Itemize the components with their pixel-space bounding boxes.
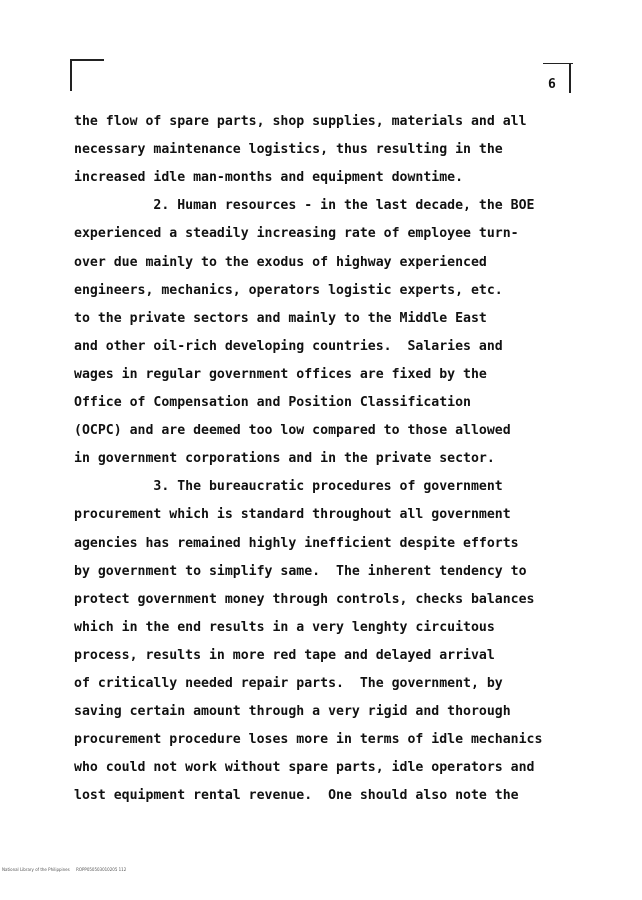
scan-footer: National Library of the Philippines ROPP050503010205 112 bbox=[2, 867, 127, 872]
text-line: engineers, mechanics, operators logistic experts, etc. bbox=[74, 282, 503, 298]
text-line: in government corporations and in the private sector. bbox=[74, 451, 495, 467]
text-line: protect government money through controls, checks balances bbox=[74, 591, 535, 607]
text-line: which in the end results in a very lenghty circuitous bbox=[74, 619, 495, 635]
text-line: 2. Human resources - in the last decade, the BOE bbox=[74, 198, 535, 214]
text-line: procurement which is standard throughout all government bbox=[74, 507, 511, 523]
text-line: 3. The bureaucratic procedures of government bbox=[74, 479, 503, 495]
page-number: 6 bbox=[548, 77, 556, 92]
text-line: increased idle man-months and equipment downtime. bbox=[74, 170, 464, 186]
text-line: saving certain amount through a very rigid and thorough bbox=[74, 704, 511, 720]
text-line: process, results in more red tape and delayed arrival bbox=[74, 647, 495, 663]
crop-mark-top-left-horizontal bbox=[70, 59, 104, 61]
text-line: and other oil-rich developing countries. Salaries and bbox=[74, 338, 503, 354]
crop-mark-top-left-vertical bbox=[70, 59, 72, 91]
text-line: experienced a steadily increasing rate of employee turn- bbox=[74, 226, 519, 242]
text-line: lost equipment rental revenue. One should also note the bbox=[74, 788, 519, 804]
text-line: Office of Compensation and Position Classification bbox=[74, 395, 471, 410]
text-line: who could not work without spare parts, idle operators and bbox=[74, 760, 535, 776]
text-line: agencies has remained highly inefficient despite efforts bbox=[74, 535, 519, 551]
text-line: necessary maintenance logistics, thus resulting in the bbox=[74, 142, 503, 158]
text-line: wages in regular government offices are fixed by the bbox=[74, 366, 487, 382]
text-line: the flow of spare parts, shop supplies, materials and all bbox=[74, 114, 527, 129]
text-line: procurement procedure loses more in terms of idle mechanics bbox=[74, 732, 543, 748]
crop-mark-top-right-vertical bbox=[569, 63, 571, 93]
text-line: by government to simplify same. The inherent tendency to bbox=[74, 563, 527, 579]
text-line: of critically needed repair parts. The government, by bbox=[74, 676, 503, 691]
text-line: (OCPC) and are deemed too low compared to those allowed bbox=[74, 423, 511, 439]
text-line: to the private sectors and mainly to the Middle East bbox=[74, 310, 487, 326]
text-line: over due mainly to the exodus of highway experienced bbox=[74, 254, 487, 270]
